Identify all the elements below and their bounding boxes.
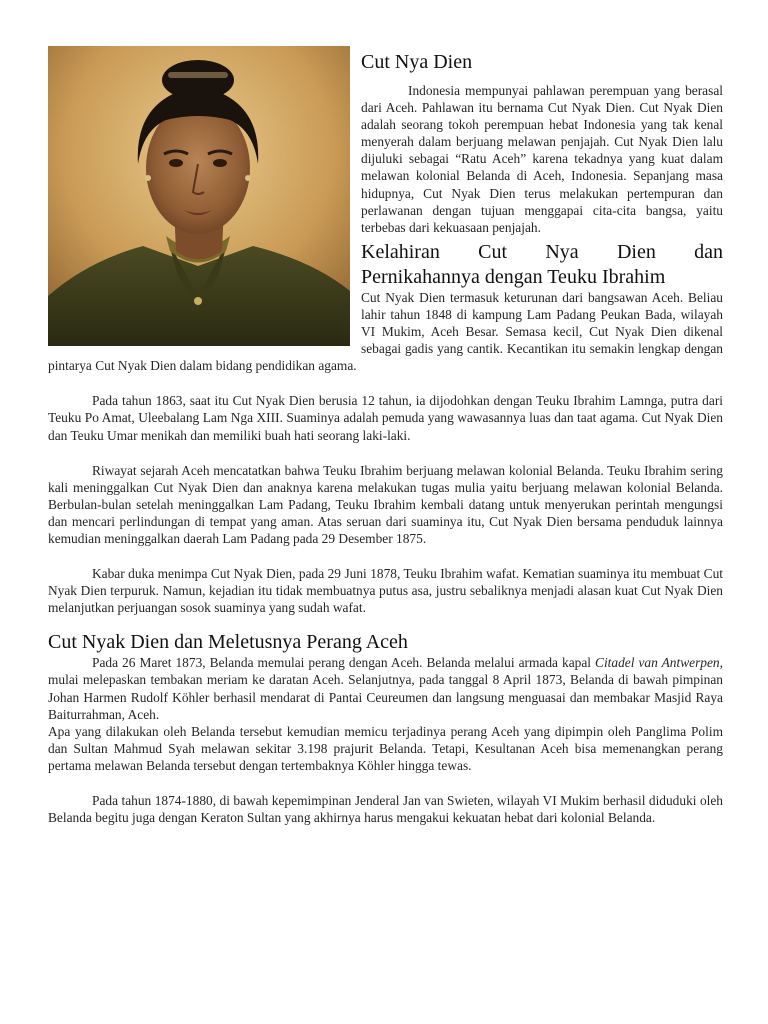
title-cut-nya-dien: Cut Nya Dien — [361, 51, 473, 73]
paragraph-kelahiran-4: Kabar duka menimpa Cut Nyak Dien, pada 29 Juni 1878, Teuku Ibrahim wafat. Kematian suaminya itu membuat Cut Nyak Dien terpuruk. Namun, kejadian itu tidak membuatnya putus asa, justru sebaliknya menjadi alasan kuat Cut Nyak Dien melanjutkan perjuangan sosok suaminya yang sudah wafat. — [48, 566, 723, 616]
intro-paragraph: Indonesia mempunyai pahlawan perempuan yang berasal dari Aceh. Pahlawan itu bernama Cut Nyak Dien. Cut Nyak Dien adalah seorang tokoh perempuan hebat Indonesia yang tak kenal menyerah dalam berjuang melawan penjajah. Cut Nyak Dien lalu dijuluki sebagai “Ratu Aceh” karena tekadnya yang kuat dalam melawan kolonial Belanda di Aceh, Indonesia. Sepanjang masa hidupnya, Cut Nyak Dien terus melakukan pertempuran dan perlawanan dengan tujuan menggapai cita-cita bangsa, yaitu terbebas dari kekuasaan penjajah. — [361, 83, 723, 235]
document-page — [48, 46, 723, 826]
paragraph-perang-1-end: , mulai melepaskan tembakan meriam ke daratan Aceh. Selanjutnya, pada tanggal 8 April 1873, Belanda di bawah pimpinan Johan Harmen Rudolf Köhler berhasil mendarat di Pantai Ceureumen dan langsung menguasai dan membakar Masjid Raya Baiturrahman, Aceh. — [48, 655, 723, 722]
paragraph-perang-1 — [48, 654, 723, 722]
paragraph-perang-1-start: Pada 26 Maret 1873, Belanda memulai perang dengan Aceh. Belanda melalui armada kapal — [92, 655, 596, 671]
ship-name: Citadel van Antwerpen — [595, 655, 720, 671]
portrait-image — [48, 46, 350, 346]
paragraph-perang-2: Apa yang dilakukan oleh Belanda tersebut kemudian memicu terjadinya perang Aceh yang dipimpin oleh Panglima Polim dan Sultan Mahmud Syah melawan sekitar 3.198 prajurit Belanda. Tetapi, Kesultanan Aceh bisa memenangkan perang pertama melawan Belanda tersebut dengan tertembaknya Köhler hingga tewas. — [48, 723, 723, 773]
heading-perang-aceh: Cut Nyak Dien dan Meletusnya Perang Aceh — [48, 631, 408, 654]
paragraph-kelahiran-1: Cut Nyak Dien termasuk keturunan dari bangsawan Aceh. Beliau lahir tahun 1848 di kampung Lam Padang Peukan Bada, wilayah VI Mukim, Aceh Besar. Semasa kecil, Cut Nyak Dien dikenal sebagai gadis yang cantik. Kecantikan itu semakin lengkap dengan pintarya Cut Nyak Dien dalam bidang pendidikan agama. — [48, 289, 723, 374]
paragraph-perang-3: Pada tahun 1874-1880, di bawah kepemimpinan Jenderal Jan van Swieten, wilayah VI Mukim berhasil diduduki oleh Belanda begitu juga dengan Keraton Sultan yang akhirnya harus mengakui kekuatan hebat dari kolonial Belanda. — [48, 793, 723, 826]
heading-kelahiran-line2: Pernikahannya dengan Teuku Ibrahim — [361, 265, 666, 288]
paragraph-kelahiran-2: Pada tahun 1863, saat itu Cut Nyak Dien berusia 12 tahun, ia dijodohkan dengan Teuku Ibrahim Lamnga, putra dari Teuku Po Amat, Uleebalang Lam Nga XIII. Suaminya adalah pemuda yang wawasannya luas dan taat agama. Cut Nyak Dien dan Teuku Umar menikah dan memiliki buah hati seorang laki-laki. — [48, 393, 723, 443]
heading-kelahiran-line1: Kelahiran Cut Nya Dien dan — [361, 240, 723, 263]
paragraph-kelahiran-3: Riwayat sejarah Aceh mencatatkan bahwa Teuku Ibrahim berjuang melawan kolonial Belanda. Teuku Ibrahim sering kali meninggalkan Cut Nyak Dien dan anaknya karena melakukan tugas mulia yaitu berjuang melawan kolonial Belanda. Berbulan-bulan setelah meninggalkan Lam Padang, Teuku Ibrahim kembali datang untuk menyerukan perintah mengungsi dan mencari perlindungan di tempat yang aman. Atas seruan dari suaminya itu, Cut Nyak Dien bersama penduduk lainnya kemudian meninggalkan daerah Lam Padang pada 29 Desember 1875. — [48, 462, 723, 546]
